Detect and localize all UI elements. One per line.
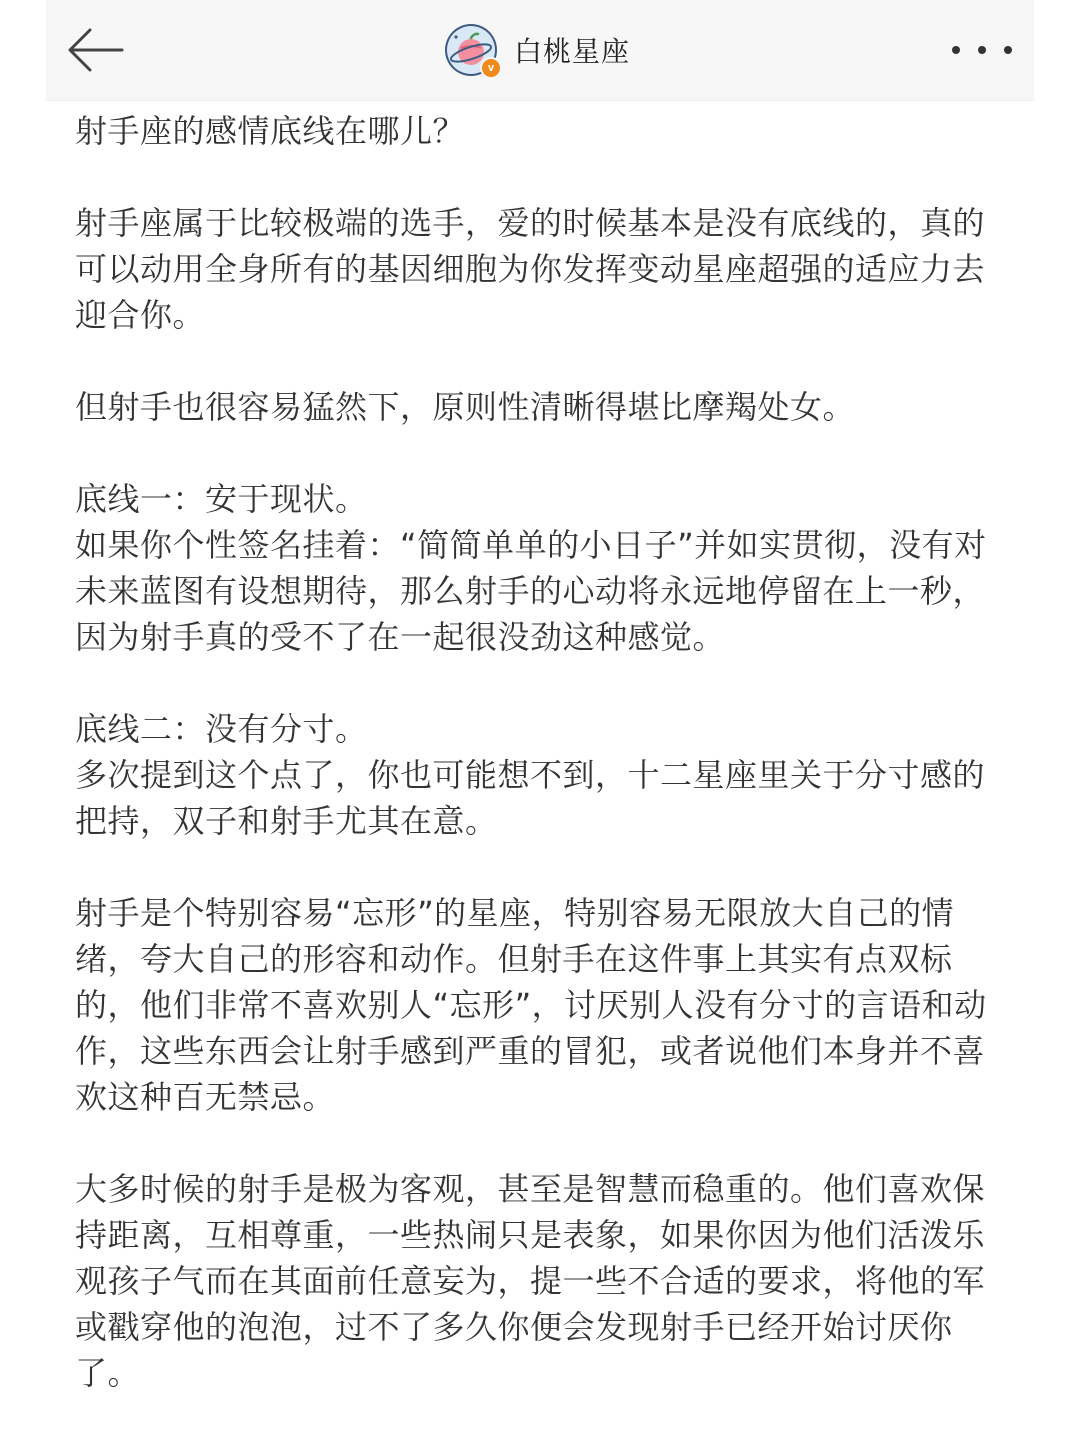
post-title: 射手座的感情底线在哪儿？ [75, 112, 466, 150]
post-paragraph: 大多时候的射手是极为客观，甚至是智慧而稳重的。他们喜欢保持距离，互相尊重，一些热闹只是表象，如果你因为他们活泼乐观孩子气而在其面前任意妄为，提一些不合适的要求，将他的军或戳穿他的泡泡，过不了多久你便会发现射手已经开始讨厌你了。 [75, 1170, 986, 1392]
more-button[interactable] [952, 30, 1012, 70]
section-body-2: 多次提到这个点了，你也可能想不到，十二星座里关于分寸感的把持，双子和射手尤其在意。 [75, 756, 986, 840]
section-body-1: 如果你个性签名挂着：“简简单单的小日子”并如实贯彻，没有对未来蓝图有设想期待，那么射手的心动将永远地停留在上一秒，因为射手真的受不了在一起很没劲这种感觉。 [75, 526, 987, 656]
post-paragraph: 但射手也很容易猛然下，原则性清晰得堪比摩羯处女。 [75, 388, 856, 426]
post-paragraph: 射手座属于比较极端的选手，爱的时候基本是没有底线的，真的可以动用全身所有的基因细胞为你发挥变动星座超强的适应力去迎合你。 [75, 204, 986, 334]
back-button[interactable] [66, 22, 126, 78]
top-navigation-bar [46, 0, 1034, 101]
arrow-left-icon [66, 22, 126, 78]
more-dot-icon [978, 46, 986, 54]
author-info[interactable] [444, 22, 630, 78]
verified-badge: v [480, 57, 502, 79]
section-heading-1: 底线一：安于现状。 [75, 480, 368, 518]
more-dot-icon [1004, 46, 1012, 54]
post-paragraph: 射手是个特别容易“忘形”的星座，特别容易无限放大自己的情绪，夸大自己的形容和动作。但射手在这件事上其实有点双标的，他们非常不喜欢别人“忘形”，讨厌别人没有分寸的言语和动作，这些东西会让射手感到严重的冒犯，或者说他们本身并不喜欢这种百无禁忌。 [75, 894, 987, 1116]
more-dot-icon [952, 46, 960, 54]
avatar[interactable] [444, 23, 498, 77]
author-name[interactable]: 白桃星座 [514, 35, 631, 68]
section-heading-2: 底线二：没有分寸。 [75, 710, 368, 748]
post-content [75, 108, 987, 1396]
